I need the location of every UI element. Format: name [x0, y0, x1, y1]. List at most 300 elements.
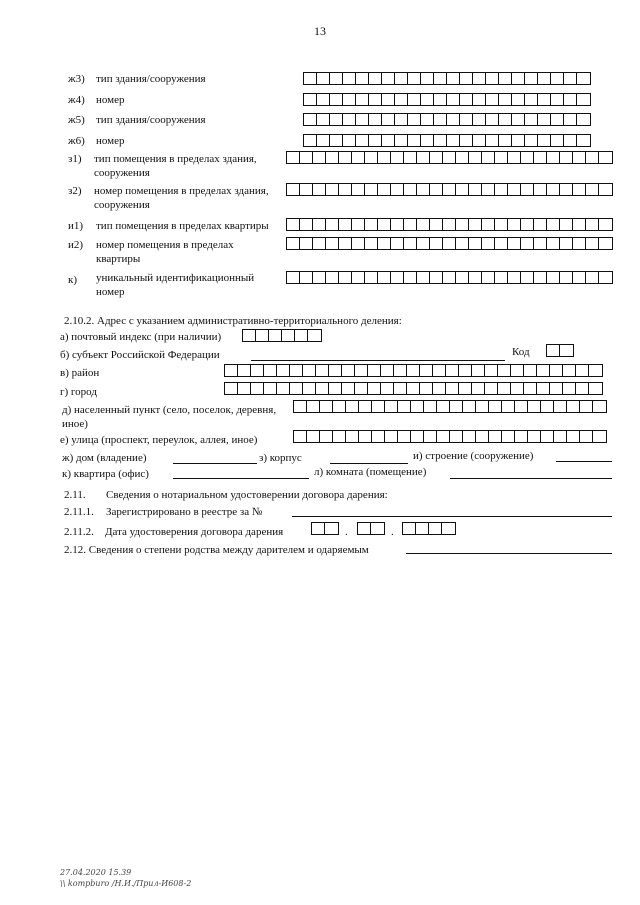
char-cell[interactable] [304, 94, 317, 105]
char-cell[interactable] [430, 184, 443, 195]
char-cell[interactable] [489, 431, 502, 442]
char-boxes-building-type-1[interactable] [303, 72, 591, 85]
char-cell[interactable] [420, 383, 433, 394]
char-cell[interactable] [408, 135, 421, 146]
building-line[interactable] [330, 463, 408, 464]
char-cell[interactable] [498, 365, 511, 376]
char-cell[interactable] [521, 238, 534, 249]
char-cell[interactable] [264, 383, 277, 394]
char-cell[interactable] [498, 383, 511, 394]
char-cell[interactable] [564, 114, 577, 125]
char-cell[interactable] [308, 330, 321, 341]
char-cell[interactable] [313, 152, 326, 163]
char-cell[interactable] [463, 401, 476, 412]
char-cell[interactable] [551, 73, 564, 84]
char-cell[interactable] [482, 184, 495, 195]
char-cell[interactable] [307, 431, 320, 442]
char-cell[interactable] [356, 94, 369, 105]
char-cell[interactable] [256, 330, 269, 341]
char-cell[interactable] [456, 219, 469, 230]
char-cell[interactable] [300, 152, 313, 163]
char-cell[interactable] [355, 383, 368, 394]
char-cell[interactable] [394, 365, 407, 376]
char-cell[interactable] [560, 238, 573, 249]
char-cell[interactable] [398, 401, 411, 412]
char-cell[interactable] [541, 401, 554, 412]
char-cell[interactable] [521, 272, 534, 283]
room-line[interactable] [450, 478, 612, 479]
char-cell[interactable] [573, 272, 586, 283]
char-cell[interactable] [499, 135, 512, 146]
char-cell[interactable] [225, 383, 238, 394]
char-cell[interactable] [395, 73, 408, 84]
char-cell[interactable] [485, 383, 498, 394]
char-cell[interactable] [378, 238, 391, 249]
char-cell[interactable] [508, 219, 521, 230]
char-cell[interactable] [287, 238, 300, 249]
char-cell[interactable] [573, 152, 586, 163]
char-cell[interactable] [537, 365, 550, 376]
char-cell[interactable] [369, 135, 382, 146]
char-cell[interactable] [294, 431, 307, 442]
char-cell[interactable] [447, 135, 460, 146]
char-cell[interactable] [521, 152, 534, 163]
char-cell[interactable] [369, 114, 382, 125]
char-cell[interactable] [447, 73, 460, 84]
char-cell[interactable] [238, 383, 251, 394]
char-cell[interactable] [499, 94, 512, 105]
char-cell[interactable] [447, 94, 460, 105]
char-cell[interactable] [524, 383, 537, 394]
char-cell[interactable] [489, 401, 502, 412]
char-cell[interactable] [576, 383, 589, 394]
char-cell[interactable] [317, 114, 330, 125]
char-cell[interactable] [456, 184, 469, 195]
char-cell[interactable] [593, 431, 606, 442]
char-cell[interactable] [391, 272, 404, 283]
char-boxes-city[interactable] [224, 382, 603, 395]
char-cell[interactable] [469, 272, 482, 283]
char-cell[interactable] [443, 238, 456, 249]
char-cell[interactable] [560, 219, 573, 230]
char-cell[interactable] [333, 431, 346, 442]
char-cell[interactable] [495, 272, 508, 283]
char-cell[interactable] [300, 219, 313, 230]
char-cell[interactable] [495, 184, 508, 195]
char-cell[interactable] [550, 383, 563, 394]
char-cell[interactable] [564, 135, 577, 146]
char-cell[interactable] [421, 114, 434, 125]
char-cell[interactable] [403, 523, 416, 534]
char-cell[interactable] [434, 94, 447, 105]
char-cell[interactable] [312, 523, 325, 534]
char-cell[interactable] [287, 184, 300, 195]
char-cell[interactable] [251, 383, 264, 394]
char-cell[interactable] [346, 431, 359, 442]
char-cell[interactable] [560, 345, 573, 356]
char-cell[interactable] [394, 383, 407, 394]
char-cell[interactable] [430, 219, 443, 230]
char-cell[interactable] [525, 114, 538, 125]
char-cell[interactable] [486, 94, 499, 105]
char-cell[interactable] [346, 401, 359, 412]
char-cell[interactable] [330, 114, 343, 125]
char-boxes-flat-premise-type[interactable] [286, 218, 613, 231]
char-cell[interactable] [456, 152, 469, 163]
char-cell[interactable] [395, 135, 408, 146]
char-cell[interactable] [511, 365, 524, 376]
char-cell[interactable] [472, 365, 485, 376]
char-cell[interactable] [243, 330, 256, 341]
char-cell[interactable] [495, 238, 508, 249]
char-cell[interactable] [391, 219, 404, 230]
char-boxes-street[interactable] [293, 430, 607, 443]
char-cell[interactable] [404, 152, 417, 163]
char-cell[interactable] [469, 219, 482, 230]
char-cell[interactable] [352, 238, 365, 249]
subject-line[interactable] [251, 360, 505, 361]
char-cell[interactable] [369, 94, 382, 105]
char-cell[interactable] [586, 238, 599, 249]
char-cell[interactable] [534, 238, 547, 249]
char-cell[interactable] [304, 73, 317, 84]
char-cell[interactable] [586, 272, 599, 283]
char-cell[interactable] [473, 73, 486, 84]
char-cell[interactable] [313, 272, 326, 283]
char-cell[interactable] [416, 523, 429, 534]
char-cell[interactable] [304, 114, 317, 125]
char-cell[interactable] [317, 94, 330, 105]
char-cell[interactable] [495, 219, 508, 230]
char-cell[interactable] [577, 94, 590, 105]
char-cell[interactable] [577, 114, 590, 125]
char-cell[interactable] [382, 94, 395, 105]
char-cell[interactable] [534, 184, 547, 195]
char-cell[interactable] [512, 94, 525, 105]
char-cell[interactable] [339, 184, 352, 195]
char-boxes-month[interactable] [357, 522, 385, 535]
char-cell[interactable] [508, 184, 521, 195]
char-cell[interactable] [421, 94, 434, 105]
char-cell[interactable] [277, 365, 290, 376]
char-cell[interactable] [356, 135, 369, 146]
char-cell[interactable] [476, 431, 489, 442]
char-cell[interactable] [512, 73, 525, 84]
char-cell[interactable] [534, 219, 547, 230]
char-boxes-postal-index[interactable] [242, 329, 322, 342]
char-cell[interactable] [382, 135, 395, 146]
char-cell[interactable] [382, 73, 395, 84]
char-cell[interactable] [313, 219, 326, 230]
char-cell[interactable] [547, 219, 560, 230]
char-cell[interactable] [567, 401, 580, 412]
char-cell[interactable] [225, 365, 238, 376]
char-cell[interactable] [443, 152, 456, 163]
char-cell[interactable] [460, 135, 473, 146]
char-cell[interactable] [391, 184, 404, 195]
char-cell[interactable] [290, 365, 303, 376]
char-cell[interactable] [430, 272, 443, 283]
char-cell[interactable] [408, 94, 421, 105]
char-cell[interactable] [424, 431, 437, 442]
structure-line[interactable] [556, 461, 612, 462]
char-cell[interactable] [446, 365, 459, 376]
char-cell[interactable] [320, 431, 333, 442]
char-cell[interactable] [573, 238, 586, 249]
char-cell[interactable] [420, 365, 433, 376]
char-cell[interactable] [395, 94, 408, 105]
char-cell[interactable] [495, 152, 508, 163]
char-cell[interactable] [589, 383, 602, 394]
char-cell[interactable] [472, 383, 485, 394]
char-cell[interactable] [593, 401, 606, 412]
char-cell[interactable] [534, 272, 547, 283]
char-cell[interactable] [316, 365, 329, 376]
char-cell[interactable] [443, 219, 456, 230]
char-cell[interactable] [554, 401, 567, 412]
char-cell[interactable] [599, 238, 612, 249]
char-cell[interactable] [304, 135, 317, 146]
char-cell[interactable] [269, 330, 282, 341]
char-cell[interactable] [599, 219, 612, 230]
char-cell[interactable] [352, 272, 365, 283]
char-boxes-premise-number[interactable] [286, 183, 613, 196]
char-cell[interactable] [395, 114, 408, 125]
char-cell[interactable] [411, 401, 424, 412]
char-cell[interactable] [417, 272, 430, 283]
char-cell[interactable] [391, 238, 404, 249]
char-cell[interactable] [508, 272, 521, 283]
char-cell[interactable] [287, 219, 300, 230]
char-cell[interactable] [407, 383, 420, 394]
char-cell[interactable] [534, 152, 547, 163]
char-cell[interactable] [551, 94, 564, 105]
char-cell[interactable] [486, 114, 499, 125]
char-cell[interactable] [378, 184, 391, 195]
char-boxes-year[interactable] [402, 522, 456, 535]
char-cell[interactable] [547, 238, 560, 249]
char-cell[interactable] [524, 365, 537, 376]
char-cell[interactable] [450, 401, 463, 412]
char-cell[interactable] [508, 152, 521, 163]
char-cell[interactable] [564, 73, 577, 84]
char-cell[interactable] [551, 114, 564, 125]
char-cell[interactable] [460, 94, 473, 105]
char-cell[interactable] [499, 114, 512, 125]
char-cell[interactable] [563, 383, 576, 394]
char-cell[interactable] [352, 152, 365, 163]
char-cell[interactable] [460, 73, 473, 84]
char-cell[interactable] [564, 94, 577, 105]
char-cell[interactable] [307, 401, 320, 412]
char-cell[interactable] [371, 523, 384, 534]
char-cell[interactable] [339, 152, 352, 163]
char-cell[interactable] [295, 330, 308, 341]
char-cell[interactable] [538, 73, 551, 84]
char-boxes-subject-code[interactable] [546, 344, 574, 357]
char-cell[interactable] [408, 114, 421, 125]
char-cell[interactable] [411, 431, 424, 442]
char-cell[interactable] [329, 365, 342, 376]
char-cell[interactable] [339, 219, 352, 230]
char-cell[interactable] [365, 184, 378, 195]
char-cell[interactable] [443, 184, 456, 195]
char-cell[interactable] [339, 238, 352, 249]
char-cell[interactable] [404, 219, 417, 230]
char-cell[interactable] [447, 114, 460, 125]
char-cell[interactable] [563, 365, 576, 376]
char-cell[interactable] [359, 401, 372, 412]
char-cell[interactable] [573, 184, 586, 195]
char-cell[interactable] [469, 238, 482, 249]
char-cell[interactable] [521, 184, 534, 195]
char-cell[interactable] [343, 135, 356, 146]
char-cell[interactable] [294, 401, 307, 412]
char-cell[interactable] [469, 184, 482, 195]
char-cell[interactable] [365, 272, 378, 283]
char-cell[interactable] [407, 365, 420, 376]
char-cell[interactable] [424, 401, 437, 412]
char-cell[interactable] [429, 523, 442, 534]
char-cell[interactable] [450, 431, 463, 442]
char-cell[interactable] [599, 184, 612, 195]
char-cell[interactable] [365, 238, 378, 249]
char-cell[interactable] [525, 135, 538, 146]
char-cell[interactable] [385, 401, 398, 412]
char-cell[interactable] [567, 431, 580, 442]
char-cell[interactable] [391, 152, 404, 163]
char-cell[interactable] [577, 73, 590, 84]
char-cell[interactable] [326, 184, 339, 195]
char-cell[interactable] [238, 365, 251, 376]
char-cell[interactable] [512, 135, 525, 146]
char-cell[interactable] [437, 431, 450, 442]
char-cell[interactable] [287, 152, 300, 163]
char-boxes-locality[interactable] [293, 400, 607, 413]
char-cell[interactable] [359, 431, 372, 442]
char-cell[interactable] [586, 184, 599, 195]
char-cell[interactable] [502, 401, 515, 412]
char-cell[interactable] [473, 114, 486, 125]
char-cell[interactable] [515, 401, 528, 412]
char-cell[interactable] [343, 73, 356, 84]
char-cell[interactable] [408, 73, 421, 84]
char-cell[interactable] [372, 401, 385, 412]
char-cell[interactable] [512, 114, 525, 125]
char-cell[interactable] [482, 152, 495, 163]
char-cell[interactable] [368, 365, 381, 376]
char-cell[interactable] [446, 383, 459, 394]
char-cell[interactable] [300, 272, 313, 283]
char-cell[interactable] [547, 184, 560, 195]
char-cell[interactable] [434, 114, 447, 125]
char-cell[interactable] [589, 365, 602, 376]
char-cell[interactable] [320, 401, 333, 412]
char-cell[interactable] [473, 135, 486, 146]
char-boxes-building-number-1[interactable] [303, 93, 591, 106]
char-cell[interactable] [459, 365, 472, 376]
char-cell[interactable] [290, 383, 303, 394]
char-cell[interactable] [599, 152, 612, 163]
char-cell[interactable] [443, 272, 456, 283]
char-cell[interactable] [381, 383, 394, 394]
char-cell[interactable] [421, 135, 434, 146]
char-cell[interactable] [502, 431, 515, 442]
char-cell[interactable] [456, 238, 469, 249]
char-cell[interactable] [433, 365, 446, 376]
char-cell[interactable] [515, 431, 528, 442]
house-line[interactable] [173, 463, 257, 464]
char-cell[interactable] [550, 365, 563, 376]
char-cell[interactable] [460, 114, 473, 125]
char-cell[interactable] [580, 431, 593, 442]
char-cell[interactable] [554, 431, 567, 442]
char-cell[interactable] [547, 152, 560, 163]
char-cell[interactable] [538, 94, 551, 105]
char-cell[interactable] [586, 152, 599, 163]
char-cell[interactable] [355, 365, 368, 376]
char-cell[interactable] [456, 272, 469, 283]
char-cell[interactable] [417, 152, 430, 163]
char-cell[interactable] [365, 152, 378, 163]
char-cell[interactable] [442, 523, 455, 534]
char-cell[interactable] [339, 272, 352, 283]
char-cell[interactable] [325, 523, 338, 534]
char-cell[interactable] [343, 94, 356, 105]
char-cell[interactable] [421, 73, 434, 84]
char-cell[interactable] [528, 431, 541, 442]
char-cell[interactable] [434, 135, 447, 146]
char-cell[interactable] [356, 114, 369, 125]
char-cell[interactable] [329, 383, 342, 394]
char-cell[interactable] [282, 330, 295, 341]
char-cell[interactable] [303, 383, 316, 394]
char-cell[interactable] [473, 94, 486, 105]
char-cell[interactable] [482, 238, 495, 249]
char-cell[interactable] [404, 238, 417, 249]
char-cell[interactable] [538, 114, 551, 125]
char-cell[interactable] [463, 431, 476, 442]
char-cell[interactable] [352, 219, 365, 230]
char-cell[interactable] [560, 184, 573, 195]
char-cell[interactable] [537, 383, 550, 394]
char-cell[interactable] [313, 184, 326, 195]
char-cell[interactable] [358, 523, 371, 534]
char-cell[interactable] [326, 238, 339, 249]
char-cell[interactable] [381, 365, 394, 376]
char-cell[interactable] [521, 219, 534, 230]
char-cell[interactable] [326, 272, 339, 283]
char-cell[interactable] [277, 383, 290, 394]
char-cell[interactable] [372, 431, 385, 442]
char-cell[interactable] [369, 73, 382, 84]
char-cell[interactable] [317, 73, 330, 84]
char-cell[interactable] [508, 238, 521, 249]
char-cell[interactable] [599, 272, 612, 283]
char-cell[interactable] [404, 272, 417, 283]
char-cell[interactable] [342, 383, 355, 394]
char-cell[interactable] [287, 272, 300, 283]
char-cell[interactable] [342, 365, 355, 376]
char-cell[interactable] [580, 401, 593, 412]
char-cell[interactable] [326, 219, 339, 230]
registry-number-line[interactable] [292, 516, 612, 517]
char-cell[interactable] [525, 73, 538, 84]
char-cell[interactable] [417, 238, 430, 249]
char-cell[interactable] [547, 345, 560, 356]
char-cell[interactable] [398, 431, 411, 442]
char-cell[interactable] [433, 383, 446, 394]
